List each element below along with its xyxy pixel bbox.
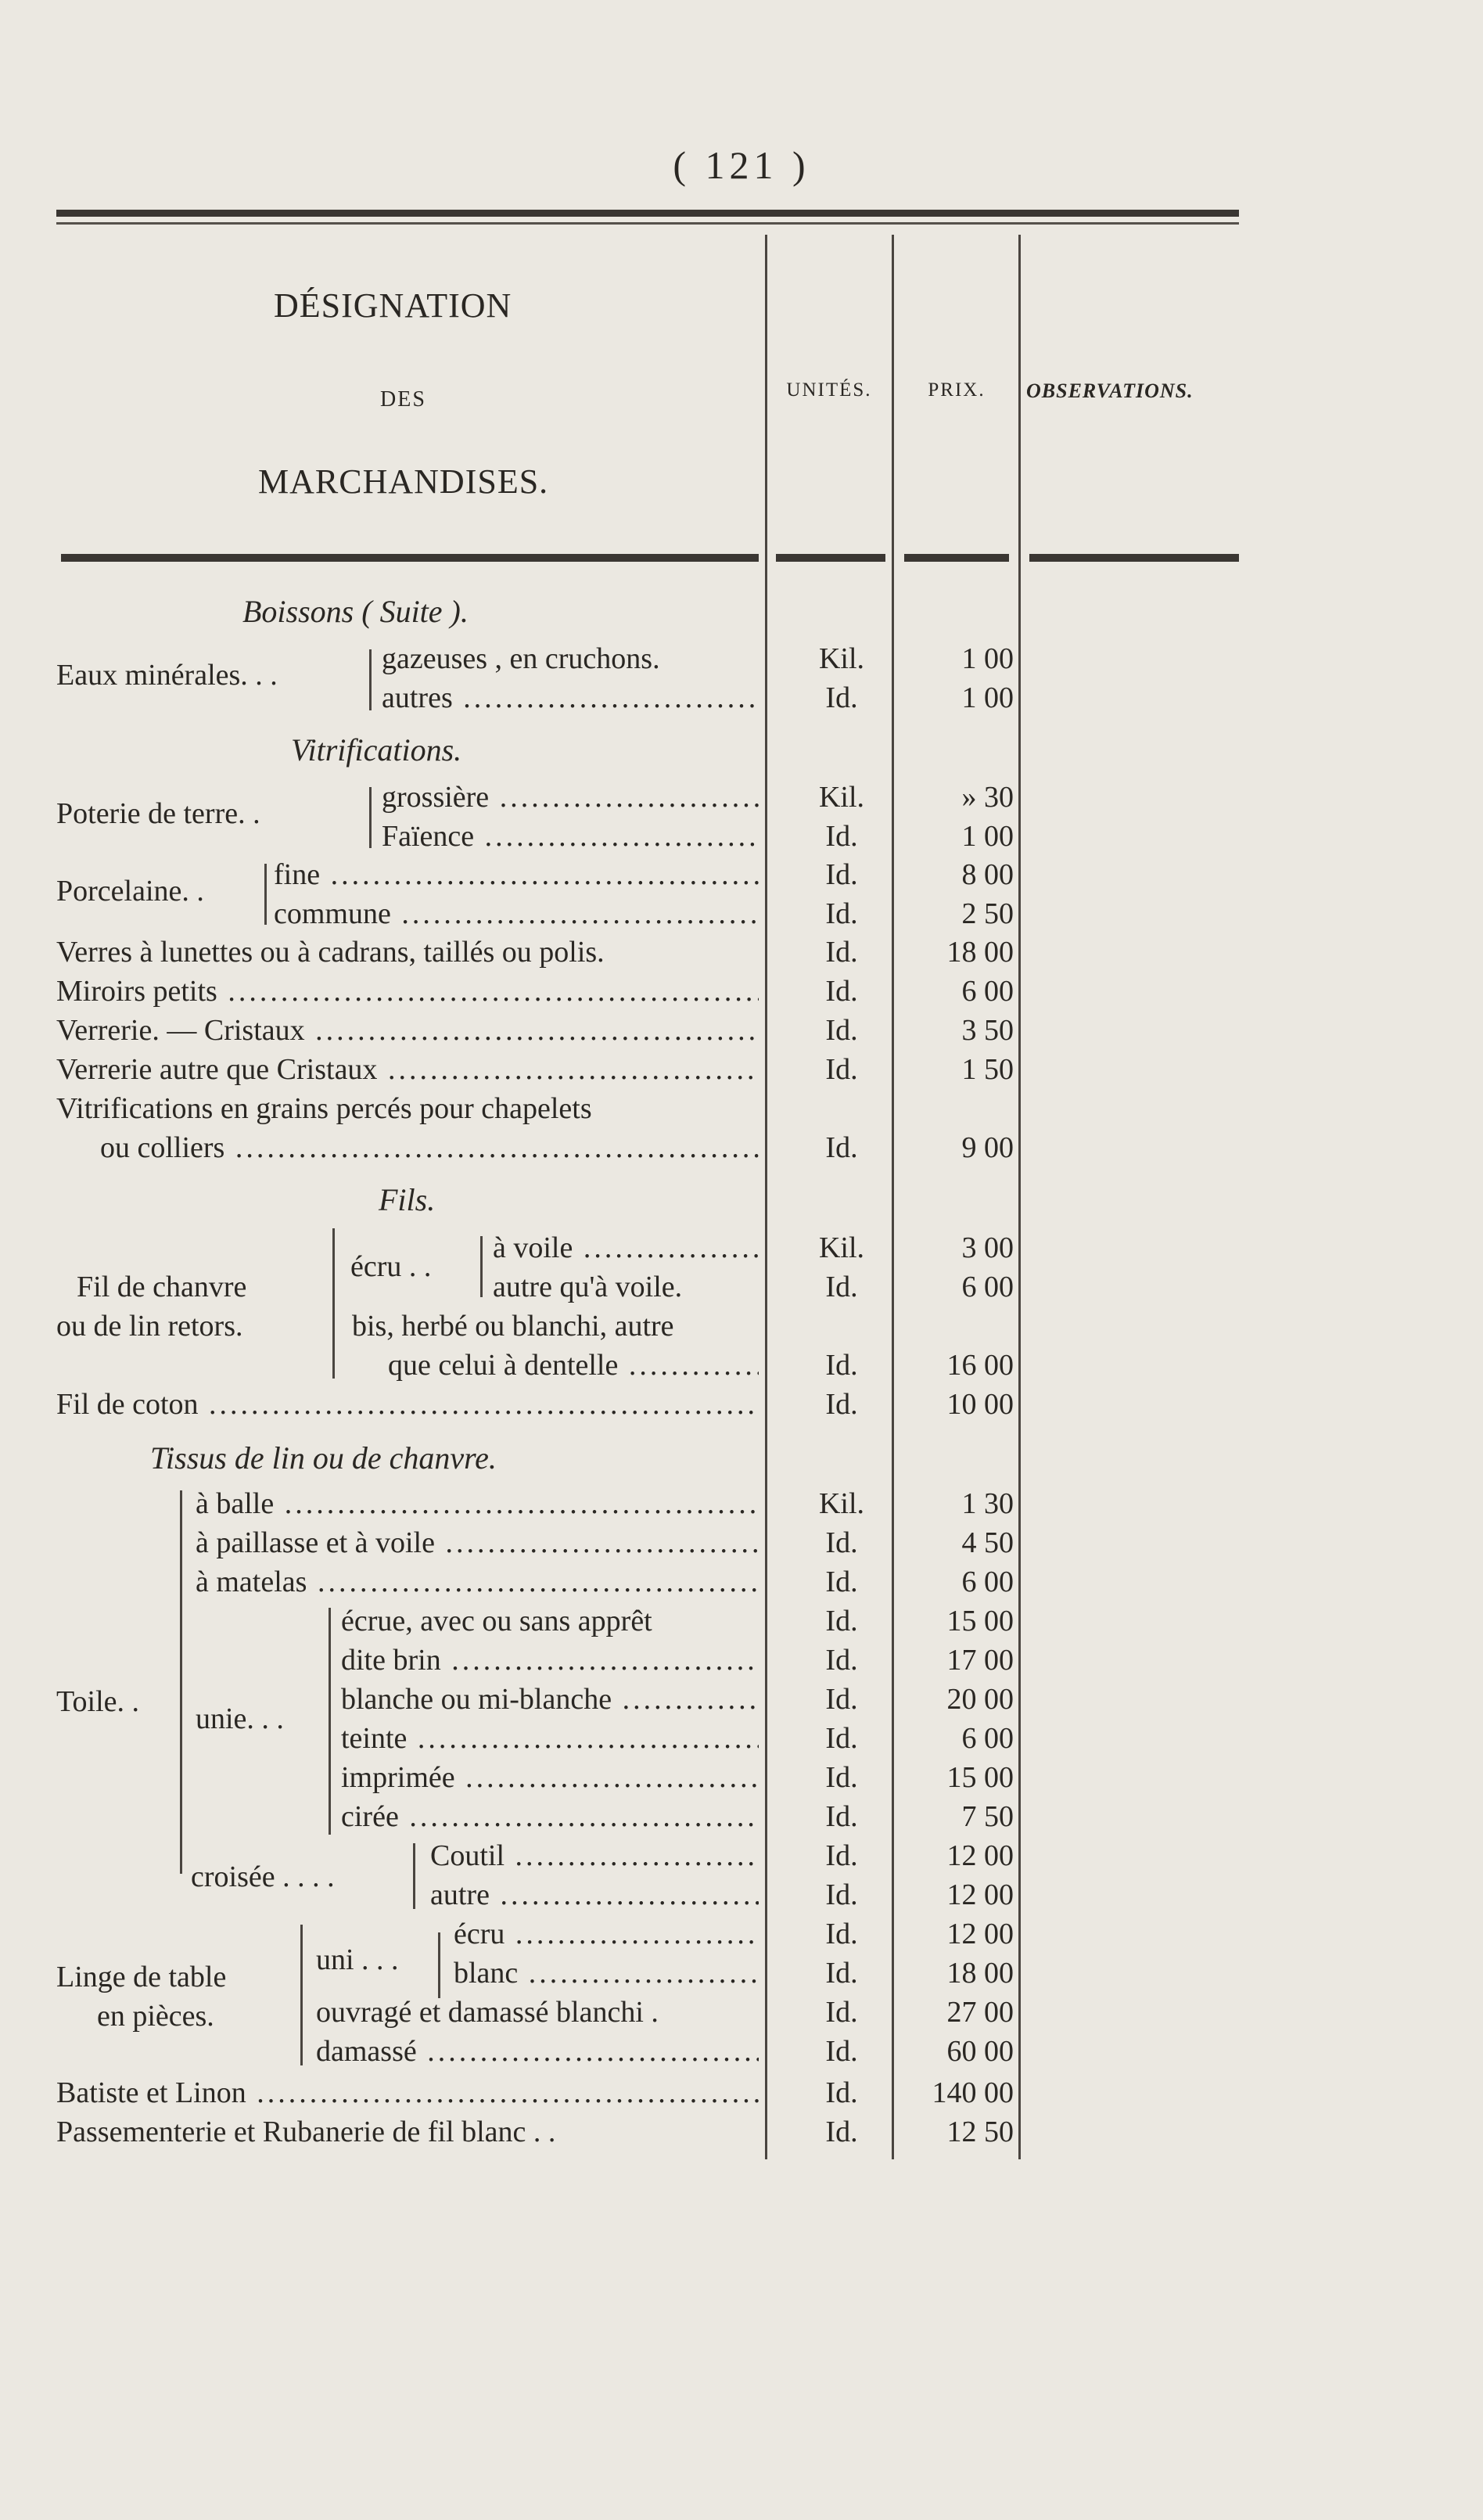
row-label: [56, 1089, 759, 1128]
row-unit: Id.: [825, 1053, 858, 1086]
row-price: 8 00: [961, 858, 1014, 891]
row-price: 1 50: [961, 1053, 1014, 1086]
row-label-text: autre .....: [430, 1878, 759, 1911]
row-label-text: Batiste et Linon .....: [56, 2076, 759, 2109]
table-row: [0, 1954, 1483, 1993]
row-price: 2 50: [961, 897, 1014, 930]
row-unit: Id.: [825, 820, 858, 853]
header-observations: OBSERVATIONS.: [1026, 379, 1194, 402]
row-unit: Id.: [825, 1683, 858, 1716]
row-label-text: damassé .....: [316, 2035, 759, 2068]
group-fil-line2: ou de lin retors.: [56, 1310, 243, 1343]
table-row: [0, 1836, 1483, 1875]
table-row: [0, 639, 1483, 678]
row-unit: Id.: [825, 1800, 858, 1833]
row-label-text: Passementerie et Rubanerie de fil blanc . .: [56, 2116, 556, 2148]
row-label: [196, 1484, 759, 1523]
header-designation: DÉSIGNATION: [274, 286, 512, 325]
table-row: [0, 1641, 1483, 1680]
row-unit: Id.: [825, 1644, 858, 1677]
top-rule: [56, 210, 1239, 217]
row-label: [430, 1875, 759, 1914]
row-price: 6 00: [961, 975, 1014, 1008]
row-label: [454, 1954, 759, 1993]
row-label-text: dite brin .....: [341, 1644, 759, 1677]
row-price: 18 00: [946, 1957, 1014, 1990]
row-label-text: autre qu'à voile.: [493, 1271, 683, 1303]
row-price: 12 00: [946, 1839, 1014, 1872]
row-label-text: blanc .....: [454, 1957, 759, 1990]
row-unit: Id.: [825, 1605, 858, 1637]
row-price: 3 50: [961, 1014, 1014, 1047]
row-unit: Kil.: [818, 1231, 865, 1264]
row-label: [388, 1346, 759, 1385]
page-number: ( 121 ): [673, 143, 810, 187]
row-label-text: écru .....: [454, 1918, 759, 1950]
table-row: [0, 1011, 1483, 1050]
row-label-text: Verres à lunettes ou à cadrans, taillés ou polis.: [56, 936, 605, 969]
row-label-text: Vitrifications en grains percés pour chapelets: [56, 1092, 592, 1125]
row-unit: Id.: [825, 1996, 858, 2029]
row-label-text: fine .....: [274, 858, 759, 891]
table-row: [0, 1228, 1483, 1267]
row-label-text: Faïence .....: [382, 820, 759, 853]
row-unit: Id.: [825, 1014, 858, 1047]
table-row: [0, 1719, 1483, 1758]
row-unit: Id.: [825, 1839, 858, 1872]
row-unit: Id.: [825, 1918, 858, 1950]
row-label: [56, 2112, 759, 2152]
table-row: [0, 2112, 1483, 2152]
row-price: 20 00: [946, 1683, 1014, 1716]
row-label: [493, 1267, 759, 1307]
table-row: [0, 1562, 1483, 1602]
section-tissus: Tissus de lin ou de chanvre.: [150, 1440, 497, 1476]
row-unit: Id.: [825, 1526, 858, 1559]
row-price: 1 00: [961, 681, 1014, 714]
table-row: [0, 1797, 1483, 1836]
table-row: [0, 1993, 1483, 2032]
row-label: [274, 855, 759, 894]
row-unit: Kil.: [818, 642, 865, 675]
table-row: [0, 1523, 1483, 1562]
table-row: [0, 1089, 1483, 1128]
row-unit: Id.: [825, 936, 858, 969]
row-label-text: Verrerie autre que Cristaux .....: [56, 1053, 759, 1086]
header-prix: PRIX.: [928, 379, 986, 401]
row-unit: Id.: [825, 1957, 858, 1990]
row-unit: Kil.: [818, 781, 865, 814]
row-label: [274, 894, 759, 933]
row-label: [196, 1523, 759, 1562]
row-price: 12 50: [946, 2116, 1014, 2148]
row-unit: Id.: [825, 2116, 858, 2148]
table-row: [0, 1680, 1483, 1719]
row-price: 60 00: [946, 2035, 1014, 2068]
group-fil-line1: Fil de chanvre: [77, 1271, 247, 1303]
row-label-text: ou colliers .....: [100, 1131, 759, 1164]
row-label: [316, 1993, 759, 2032]
row-label-text: bis, herbé ou blanchi, autre: [352, 1310, 674, 1343]
header-des: DES: [380, 387, 426, 412]
row-unit: Id.: [825, 2076, 858, 2109]
row-unit: Kil.: [818, 1487, 865, 1520]
row-label: [341, 1602, 759, 1641]
section-boissons: Boissons ( Suite ).: [242, 594, 469, 629]
header-unites: UNITÉS.: [786, 379, 872, 401]
table-row: [0, 1307, 1483, 1346]
row-label: [352, 1307, 759, 1346]
row-price: 9 00: [961, 1131, 1014, 1164]
row-label-text: ouvragé et damassé blanchi .: [316, 1996, 659, 2029]
row-label-text: à balle .....: [196, 1487, 759, 1520]
group-linge-line1: Linge de table: [56, 1961, 227, 1993]
group-poterie: Poterie de terre. .: [56, 797, 260, 830]
group-linge-uni: uni . . .: [316, 1943, 399, 1976]
table-row: [0, 817, 1483, 856]
row-unit: Id.: [825, 2035, 858, 2068]
header-rule-observations: [1029, 554, 1239, 562]
group-porcelaine: Porcelaine. .: [56, 875, 204, 908]
row-unit: Id.: [825, 1349, 858, 1382]
section-vitrifications: Vitrifications.: [291, 732, 462, 768]
table-row: [0, 778, 1483, 817]
table-row: [0, 1385, 1483, 1424]
row-price: 18 00: [946, 936, 1014, 969]
row-label: [341, 1719, 759, 1758]
row-label-text: que celui à dentelle .....: [388, 1349, 759, 1382]
row-label: [56, 1385, 759, 1424]
row-price: 1 00: [961, 820, 1014, 853]
row-label: [56, 972, 759, 1011]
table-row: [0, 1758, 1483, 1797]
row-label: [430, 1836, 759, 1875]
group-fil-ecru: écru . .: [350, 1250, 432, 1283]
row-unit: Id.: [825, 897, 858, 930]
row-label: [316, 2032, 759, 2071]
table-row: [0, 933, 1483, 972]
row-label-text: cirée .....: [341, 1800, 759, 1833]
row-label-text: grossière .....: [382, 781, 759, 814]
row-label-text: Verrerie. — Cristaux .....: [56, 1014, 759, 1047]
row-label-text: commune .....: [274, 897, 759, 930]
row-label: [341, 1758, 759, 1797]
row-price: 17 00: [946, 1644, 1014, 1677]
row-label: [454, 1914, 759, 1954]
table-row: [0, 1267, 1483, 1307]
row-label: [382, 817, 759, 856]
row-label-text: imprimée .....: [341, 1761, 759, 1794]
row-price: 1 00: [961, 642, 1014, 675]
row-label-text: Fil de coton .....: [56, 1388, 759, 1421]
top-rule-thin: [56, 222, 1239, 225]
table-row: [0, 972, 1483, 1011]
row-price: 10 00: [946, 1388, 1014, 1421]
table-row: [0, 2032, 1483, 2071]
row-price: 3 00: [961, 1231, 1014, 1264]
row-price: 12 00: [946, 1878, 1014, 1911]
row-unit: Id.: [825, 1131, 858, 1164]
row-price: 7 50: [961, 1800, 1014, 1833]
row-label-text: gazeuses , en cruchons.: [382, 642, 660, 675]
row-unit: Id.: [825, 1761, 858, 1794]
row-label-text: écrue, avec ou sans apprêt: [341, 1605, 652, 1637]
table-row: [0, 1346, 1483, 1385]
table-row: [0, 894, 1483, 933]
header-rule-designation: [61, 554, 759, 562]
section-fils: Fils.: [379, 1182, 436, 1217]
row-label-text: blanche ou mi-blanche .....: [341, 1683, 759, 1716]
row-price: 27 00: [946, 1996, 1014, 2029]
group-linge-line2: en pièces.: [97, 2000, 214, 2033]
table-row: [0, 855, 1483, 894]
row-price: » 30: [961, 781, 1014, 814]
row-label: [56, 1050, 759, 1089]
table-row: [0, 2073, 1483, 2112]
row-unit: Id.: [825, 1722, 858, 1755]
row-price: 15 00: [946, 1761, 1014, 1794]
row-unit: Id.: [825, 858, 858, 891]
row-label-text: autres .....: [382, 681, 759, 714]
row-label-text: à matelas .....: [196, 1566, 759, 1598]
group-toile: Toile. .: [56, 1685, 140, 1718]
row-label: [382, 778, 759, 817]
group-unie: unie. . .: [196, 1702, 284, 1735]
header-marchandises: MARCHANDISES.: [258, 462, 549, 501]
row-price: 15 00: [946, 1605, 1014, 1637]
table-row: [0, 678, 1483, 717]
row-label: [100, 1128, 759, 1167]
row-label: [341, 1641, 759, 1680]
row-price: 16 00: [946, 1349, 1014, 1382]
row-price: 6 00: [961, 1722, 1014, 1755]
row-price: 6 00: [961, 1271, 1014, 1303]
table-row: [0, 1484, 1483, 1523]
row-label: [341, 1797, 759, 1836]
header-rule-prix: [904, 554, 1009, 562]
row-label-text: Coutil .....: [430, 1839, 759, 1872]
header-rule-unites: [776, 554, 885, 562]
row-label: [382, 678, 759, 717]
row-label: [341, 1680, 759, 1719]
row-price: 140 00: [932, 2076, 1014, 2109]
row-unit: Id.: [825, 681, 858, 714]
table-row: [0, 1050, 1483, 1089]
group-croisee: croisée . . . .: [191, 1860, 335, 1893]
row-label: [196, 1562, 759, 1602]
row-label-text: Miroirs petits .....: [56, 975, 759, 1008]
row-label-text: à paillasse et à voile .....: [196, 1526, 759, 1559]
table-row: [0, 1875, 1483, 1914]
row-label: [382, 639, 759, 678]
row-price: 6 00: [961, 1566, 1014, 1598]
row-price: 1 30: [961, 1487, 1014, 1520]
row-price: 12 00: [946, 1918, 1014, 1950]
row-label: [56, 2073, 759, 2112]
row-unit: Id.: [825, 1566, 858, 1598]
row-label: [56, 933, 759, 972]
row-unit: Id.: [825, 1388, 858, 1421]
row-price: 4 50: [961, 1526, 1014, 1559]
row-unit: Id.: [825, 1878, 858, 1911]
row-label-text: à voile .....: [493, 1231, 759, 1264]
group-eaux-minerales: Eaux minérales. . .: [56, 659, 278, 692]
row-label-text: teinte .....: [341, 1722, 759, 1755]
table-row: [0, 1128, 1483, 1167]
row-label: [493, 1228, 759, 1267]
table-row: [0, 1914, 1483, 1954]
row-unit: Id.: [825, 1271, 858, 1303]
row-unit: Id.: [825, 975, 858, 1008]
row-label: [56, 1011, 759, 1050]
table-row: [0, 1602, 1483, 1641]
